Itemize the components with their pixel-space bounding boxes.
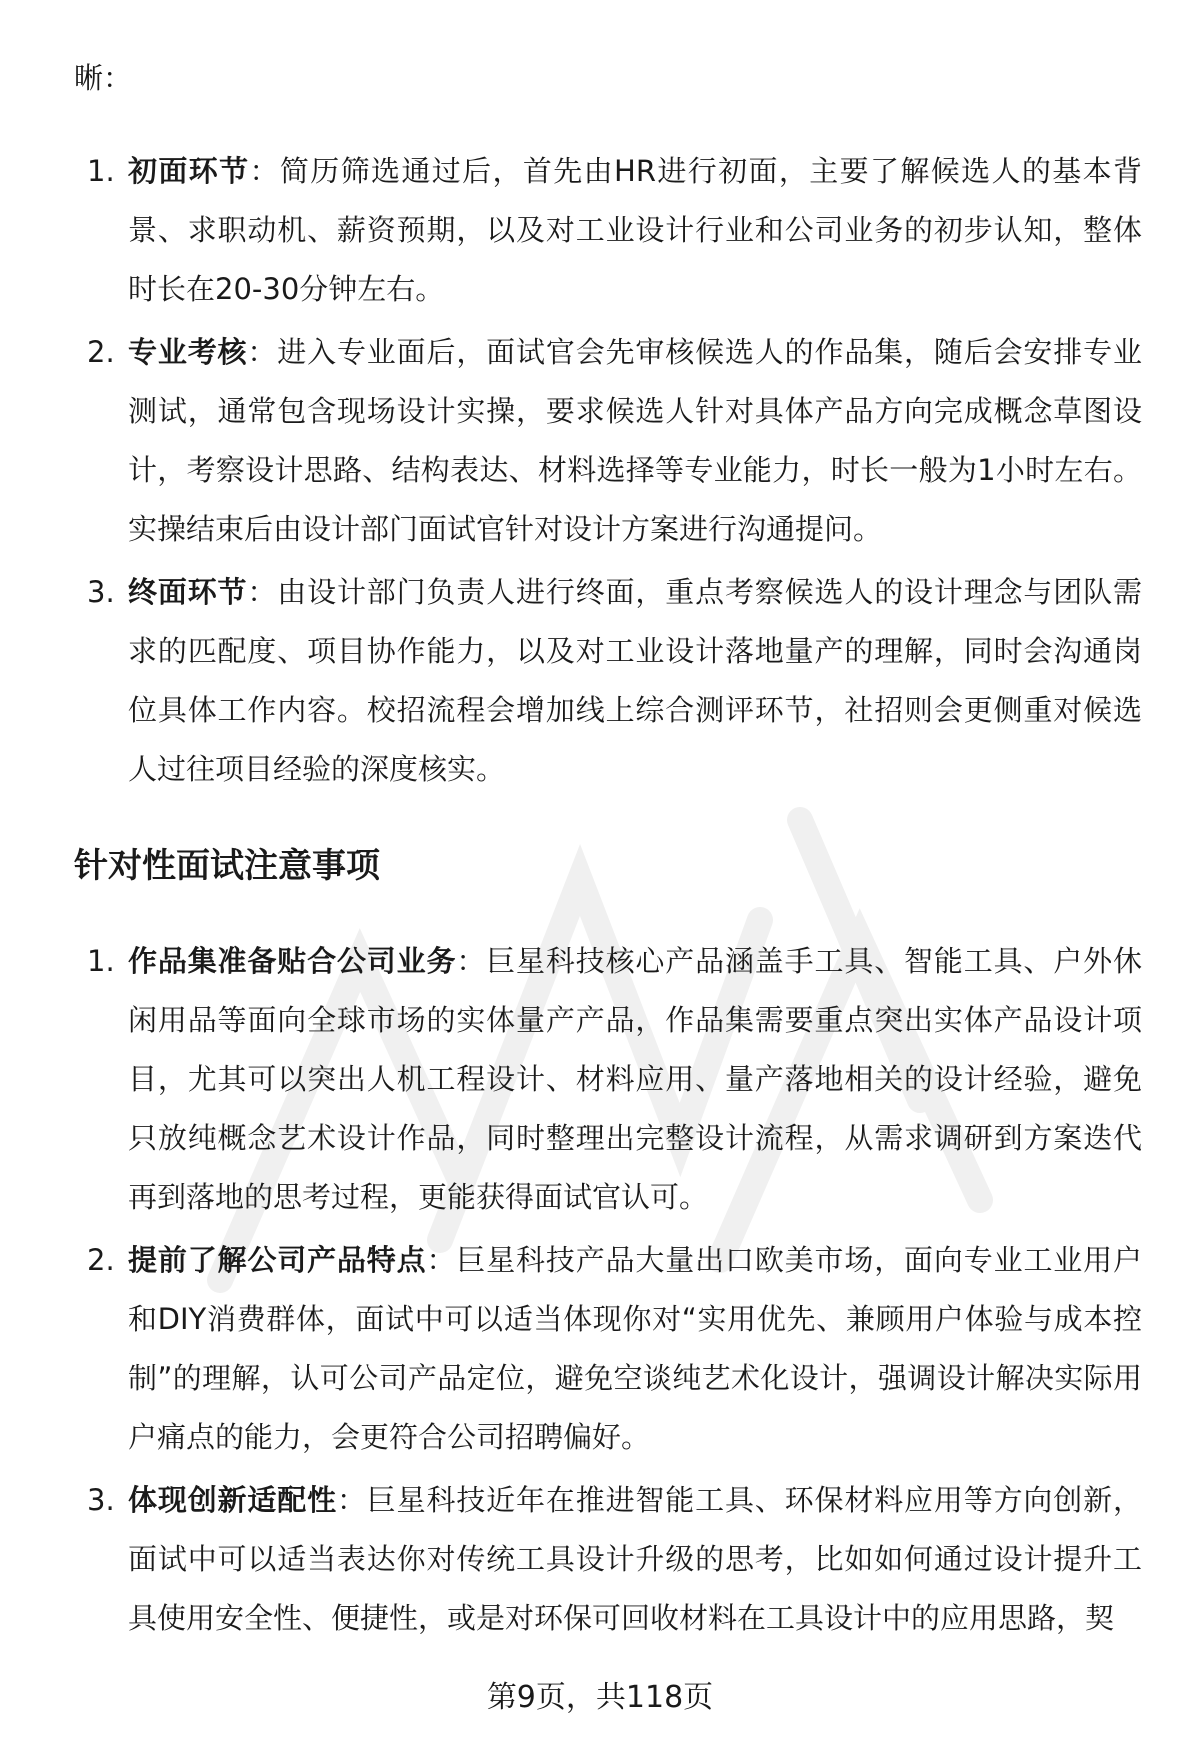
item-text: 进入专业面后，面试官会先审核候选人的作品集，随后会安排专业测试，通常包含现场设计实操，要求候选人针对具体产品方向完成概念草图设计，考察设计思路、结构表达、材料选择等专业能力，时长一般为1小时左右。实操结束后由设计部门面试官针对设计方案进行沟通提问。 xyxy=(128,335,1142,546)
tips-list xyxy=(74,932,1142,1652)
list-item xyxy=(74,323,1142,559)
item-text: 由设计部门负责人进行终面，重点考察候选人的设计理念与团队需求的匹配度、项目协作能力，以及对工业设计落地量产的理解，同时会沟通岗位具体工作内容。校招流程会增加线上综合测评环节，社招则会更侧重对候选人过往项目经验的深度核实。 xyxy=(128,575,1142,786)
item-separator: ： xyxy=(456,944,487,978)
lead-text: 晰： xyxy=(74,61,133,95)
list-number: 2. xyxy=(87,335,115,369)
list-item xyxy=(74,1471,1142,1648)
item-separator: ： xyxy=(426,1243,457,1277)
item-separator: ： xyxy=(249,154,280,188)
item-title: 提前了解公司产品特点 xyxy=(128,1243,427,1277)
item-title: 终面环节 xyxy=(128,575,248,609)
section-title: 针对性面试注意事项 xyxy=(74,846,380,886)
item-text: 巨星科技近年在推进智能工具、环保材料应用等方向创新，面试中可以适当表达你对传统工具设计升级的思考，比如如何通过设计提升工具使用安全性、便捷性，或是对环保可回收材料在工具设计中的应用思路，契 xyxy=(128,1483,1142,1635)
item-title: 专业考核 xyxy=(128,335,248,369)
list-number: 1. xyxy=(87,944,115,978)
page-footer: 第9页，共118页 xyxy=(486,1680,714,1715)
item-separator: ： xyxy=(247,575,278,609)
item-separator: ： xyxy=(247,335,278,369)
list-item xyxy=(74,1231,1142,1467)
process-list xyxy=(74,142,1142,803)
list-number: 2. xyxy=(87,1243,115,1277)
list-item xyxy=(74,932,1142,1227)
list-item xyxy=(74,563,1142,799)
item-text: 简历筛选通过后，首先由HR进行初面，主要了解候选人的基本背景、求职动机、薪资预期，以及对工业设计行业和公司业务的初步认知，整体时长在20-30分钟左右。 xyxy=(128,154,1142,306)
list-number: 1. xyxy=(87,154,115,188)
item-text: 巨星科技产品大量出口欧美市场，面向专业工业用户和DIY消费群体，面试中可以适当体现你对“实用优先、兼顾用户体验与成本控制”的理解，认可公司产品定位，避免空谈纯艺术化设计，强调设计解决实际用户痛点的能力，会更符合公司招聘偏好。 xyxy=(128,1243,1142,1454)
item-text: 巨星科技核心产品涵盖手工具、智能工具、户外休闲用品等面向全球市场的实体量产产品，作品集需要重点突出实体产品设计项目，尤其可以突出人机工程设计、材料应用、量产落地相关的设计经验，避免只放纯概念艺术设计作品，同时整理出完整设计流程，从需求调研到方案迭代再到落地的思考过程，更能获得面试官认可。 xyxy=(128,944,1142,1214)
list-number: 3. xyxy=(87,1483,115,1517)
item-title: 体现创新适配性 xyxy=(128,1483,337,1517)
item-separator: ： xyxy=(336,1483,367,1517)
item-title: 初面环节 xyxy=(128,154,250,188)
item-title: 作品集准备贴合公司业务 xyxy=(128,944,457,978)
list-number: 3. xyxy=(87,575,115,609)
list-item xyxy=(74,142,1142,319)
